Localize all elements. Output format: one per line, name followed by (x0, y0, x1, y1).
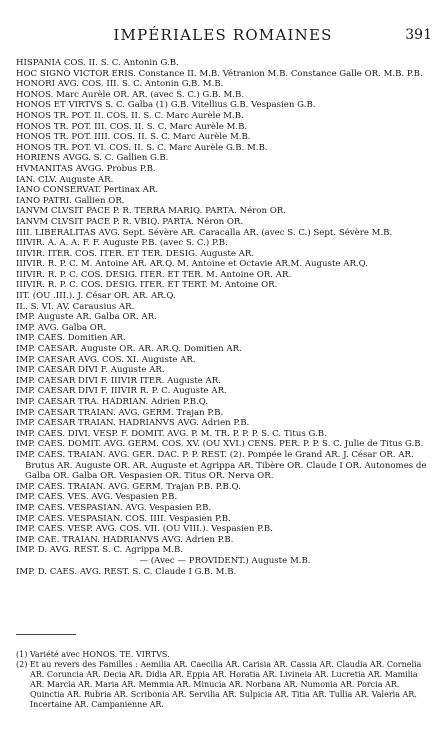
index-entry: HONORI AVG. COS. III. S. C. Antonin G.B. M.B. (16, 79, 224, 90)
index-entry: HONOS TR. POT. IIII. COS. II. S. C. Marc Aurèle M.B. (16, 132, 251, 143)
running-title: IMPÉRIALES ROMAINES (113, 26, 333, 44)
index-entry: IIIVIR. ITER. COS. ITER. ET TER. DESIG. Auguste AR. (16, 248, 255, 259)
index-entry: IMP. CAES. TRAIAN. AVG. GER. DAC. P. P. REST. (2). Pompée le Grand AR. J. César OR. AR. Brutus AR. Auguste OR. AR. Auguste et Agrippa AR. Tibère OR. Claude I OR. Autonomes de Galba OR. Galba OR. Vespasien OR. Titus OR. Nerva OR. (16, 449, 427, 482)
index-entry: HONOS ET VIRTVS S. C. Galba (1) G.B. Vitellius G.B. Vespasien G.B. (16, 100, 316, 111)
index-entry: IMP. CAESAR DIVI F. Auguste AR. (16, 365, 165, 376)
index-entry: IANVM CLVSIT PACE P. R. VBIQ. PARTA. Néron OR. (16, 216, 244, 227)
index-entry: IMP. AVG. Galba OR. (16, 322, 107, 333)
index-entry: IMP. CAES. VESPASIAN. AVG. Vespasien P.B. (16, 502, 212, 513)
index-entry: IMP. CAES. VES. AVG. Vespasien P.B. (16, 492, 178, 503)
index-entry: HORIENS AVGG. S. C. Gallien G.B. (16, 153, 169, 164)
index-entry: HOC SIGNO VICTOR ERIS. Constance II. M.B. Vétranion M.B. Constance Galle OR. M.B. P.B. (16, 68, 423, 79)
index-entry: HONOS. Marc Aurèle OR. AR. (avec S. C.) G.B. M.B. (16, 89, 245, 100)
index-entry: IIIVIR. R. P. C. COS. DESIG. ITER. ET TER. M. Antoine OR. AR. (16, 269, 292, 280)
index-entry: HONOS TR. POT. III. COS. II. S. C. Marc Aurèle M.B. (16, 121, 248, 132)
index-entry: IMP. CAES. Domitien AR. (16, 333, 126, 344)
index-entry: IMP. CAES. VESPASIAN. COS. IIII. Vespasien P.B. (16, 513, 231, 524)
index-entry: IL. S. VI. AV. Carausius AR. (16, 301, 135, 312)
index-entry: IANO CONSERVAT. Pertinax AR. (16, 185, 159, 196)
index-entry: IIIVIR. R. P. C. COS. DESIG. ITER. ET TERT. M. Antoine OR. (16, 280, 278, 291)
index-entry: IMP. Auguste AR. Galba OR. AR. (16, 312, 157, 323)
index-entry: IMP. CAES. DOMIT. AVG. GERM. COS. XV. (OU XVI.) CENS. PER. P. P. S. C. Julie de Titus G.B. (16, 439, 424, 450)
index-entry: IMP. CAESAR AVG. COS. XI. Auguste AR. (16, 354, 196, 365)
index-entry: IIIVIR. R. P. C. M. Antoine AR. AR.Q. M. Antoine et Octavie AR.M. Auguste AR.Q. (16, 259, 368, 270)
page-number: 391 (405, 27, 432, 43)
index-entry: IMP. D. CAES. AVG. REST. S. C. Claude I G.B. M.B. (16, 566, 237, 577)
index-entry: IMP. CAESAR. Auguste OR. AR. AR.Q. Domitien AR. (16, 344, 242, 355)
index-entry: IANO PATRI. Gallien OR. (16, 195, 125, 206)
index-entry: HISPANIA COS. II. S. C. Antonin G.B. (16, 58, 179, 68)
index-entry: IMP. CAES. DIVI. VESP. F. DOMIT. AVG. P. M. TR. P. P. P. S. C. Titus G.B. (16, 428, 327, 439)
index-entry: HONOS TR. POT. VI. COS. II. S. C. Marc Aurèle G.B. M.B. (16, 142, 268, 153)
index-entry: HONOS TR. POT. II. COS. II. S. C. Marc Aurèle M.B. (16, 110, 244, 121)
index-entry: IMP. CAES. VESP. AVG. COS. VII. (OU VIII.). Vespasien P.B. (16, 524, 273, 535)
index-entry: IMP. CAESAR TRA. HADRIAN. Adrien P.B.Q. (16, 397, 209, 407)
index-entry: IMP. CAESAR TRAIAN. HADRIANVS AVG. Adrien P.B. (16, 418, 250, 429)
index-entry: IMP. D. AVG. REST. S. C. Agrippa M.B. (16, 545, 184, 556)
page-header (0, 26, 446, 46)
index-entry: HVMANITAS AVGG. Probus P.B. (16, 163, 156, 174)
index-entry: IIT. (OU .III.). J. César OR. AR. AR.Q. (16, 291, 176, 302)
index-entry: IMP. CAE. TRAIAN. HADRIANVS AVG. Adrien P.B. (16, 534, 234, 545)
index-entry: IAN. CLV. Auguste AR. (16, 174, 114, 185)
index-entry: IMP. CAES. TRAIAN. AVG. GERM. Trajan P.B. P.B.Q. (16, 481, 241, 492)
footnote-separator (16, 634, 76, 635)
index-entry: IMP. CAESAR TRAIAN. AVG. GERM. Trajan P.B. (16, 407, 224, 418)
footnote: (1) Variété avec HONOS. TE. VIRTVS. (16, 650, 170, 659)
index-entry: IIII. LIBERALITAS AVG. Sept. Sévère AR. Caracalla AR. (avec S. C.) Sept. Sévère M.B. (16, 227, 393, 238)
footnote: (2) Et au revers des Familles : Aemilia AR. Caecilia AR. Carisia AR. Cassia AR. Claudia AR. Cornelia AR. Coruncia AR. Decia AR. Didia AR. Eppia AR. Horatia AR. Livineia AR. Lucretia AR. Mamilia AR. Marcia AR. Maria AR. Memmia AR. Minucia AR. Norbana AR. Numonia AR. Porcia AR. Quinctia AR. Rubria AR. Scribonia AR. Servilia AR. Sulpicia AR. Titia AR. Tullia AR. Valeria AR. Incertaine AR. Campanienne AR. (16, 660, 422, 709)
index-entry: IANVM CLVSIT PACE P. R. TERRA MARIQ. PARTA. Néron OR. (16, 206, 286, 217)
index-entry: IIIVIR. A. A. A. F. F. Auguste P.B. (avec S. C.) P.B. (16, 238, 228, 249)
legend-index (16, 58, 434, 577)
footnotes (16, 650, 434, 710)
index-entry: IMP. CAESAR DIVI F. IIIVIR ITER. Auguste AR. (16, 375, 221, 386)
index-entry: — (Avec — PROVIDENT.) Auguste M.B. (139, 555, 311, 566)
index-entry: IMP. CAESAR DIVI F. IIIVIR R. P. C. Auguste AR. (16, 386, 227, 397)
